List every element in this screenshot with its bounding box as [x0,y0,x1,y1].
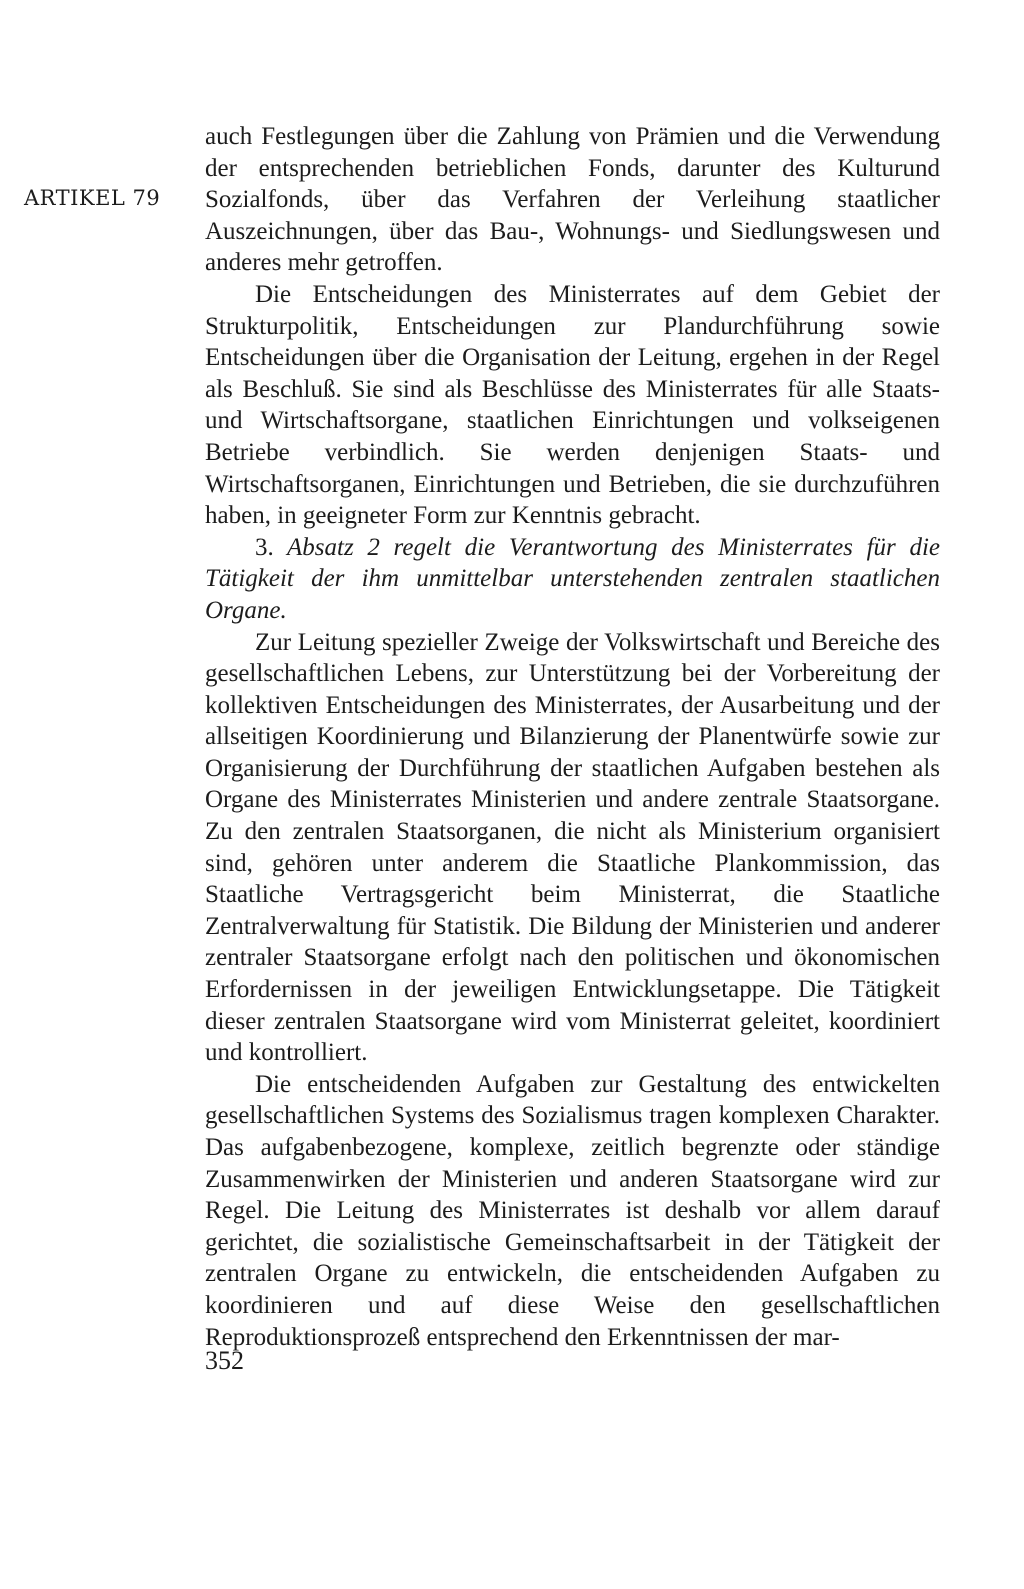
section-3-heading [205,532,940,627]
body-text [205,121,940,1353]
section-heading-text: Absatz 2 regelt die Verantwortung des Ministerrates für die Tätigkeit der ihm unmittelbar unterstehenden zentralen staatlichen Organe. [205,533,940,624]
paragraph-5: Die entscheidenden Aufgaben zur Gestaltung des entwickelten gesellschaftlichen Systems des Sozialismus tragen komplexen Charakter. Das aufgabenbezogene, komplexe, zeitlich begrenzte oder ständige Zusammenwirken der Ministerien und anderen Staatsorgane wird zur Regel. Die Leitung des Ministerrates ist deshalb vor allem darauf gerichtet, die sozialistische Gemeinschaftsarbeit in der Tätigkeit der zentralen Organe zu entwickeln, die entscheidenden Aufgaben zu koordinieren und auf diese Weise den gesellschaftlichen Reproduktionsprozeß entsprechend den Erkenntnissen der mar- [205,1070,940,1351]
page-number: 352 [205,1346,244,1375]
paragraph-2: Die Entscheidungen des Ministerrates auf dem Gebiet der Strukturpolitik, Entscheidungen zur Plandurchführung sowie Entscheidungen über die Organisation der Leitung, ergehen in der Regel als Beschluß. Sie sind als Beschlüsse des Ministerrates für alle Staats- und Wirtschaftsorgane, staatlichen Einrichtungen und volkseigenen Betriebe verbindlich. Sie werden denjenigen Staats- und Wirtschaftsorganen, Einrichtungen und Betrieben, die sie durchzuführen haben, in geeigneter Form zur Kenntnis gebracht. [205,280,940,530]
paragraph-1: auch Festlegungen über die Zahlung von Prämien und die Verwendung der entsprechenden betrieblichen Fonds, darunter des Kulturund Sozialfonds, über das Verfahren der Verleihung staatlicher Auszeichnungen, über das Bau-, Wohnungs- und Siedlungswesen und anderes mehr getroffen. [205,123,940,277]
article-margin-label: ARTIKEL 79 [24,186,161,210]
section-number: 3. [255,533,274,561]
paragraph-4: Zur Leitung spezieller Zweige der Volkswirtschaft und Bereiche des gesellschaftlichen Lebens, zur Unterstützung bei der Vorbereitung der kollektiven Entscheidungen des Ministerrates, der Ausarbeitung und der allseitigen Koordinierung und Bilanzierung der Planentwürfe sowie zur Organisierung der Durchführung der staatlichen Aufgaben bestehen als Organe des Ministerrates Ministerien und andere zentrale Staatsorgane. Zu den zentralen Staatsorganen, die nicht als Ministerium organisiert sind, gehören unter anderem die Staatliche Plankommission, das Staatliche Vertragsgericht beim Ministerrat, die Staatliche Zentralverwaltung für Statistik. Die Bildung der Ministerien und anderer zentraler Staatsorgane erfolgt nach den politischen und ökonomischen Erfordernissen in der jeweiligen Entwicklungsetappe. Die Tätigkeit dieser zentralen Staatsorgane wird vom Ministerrat geleitet, koordiniert und kontrolliert. [205,628,940,1067]
